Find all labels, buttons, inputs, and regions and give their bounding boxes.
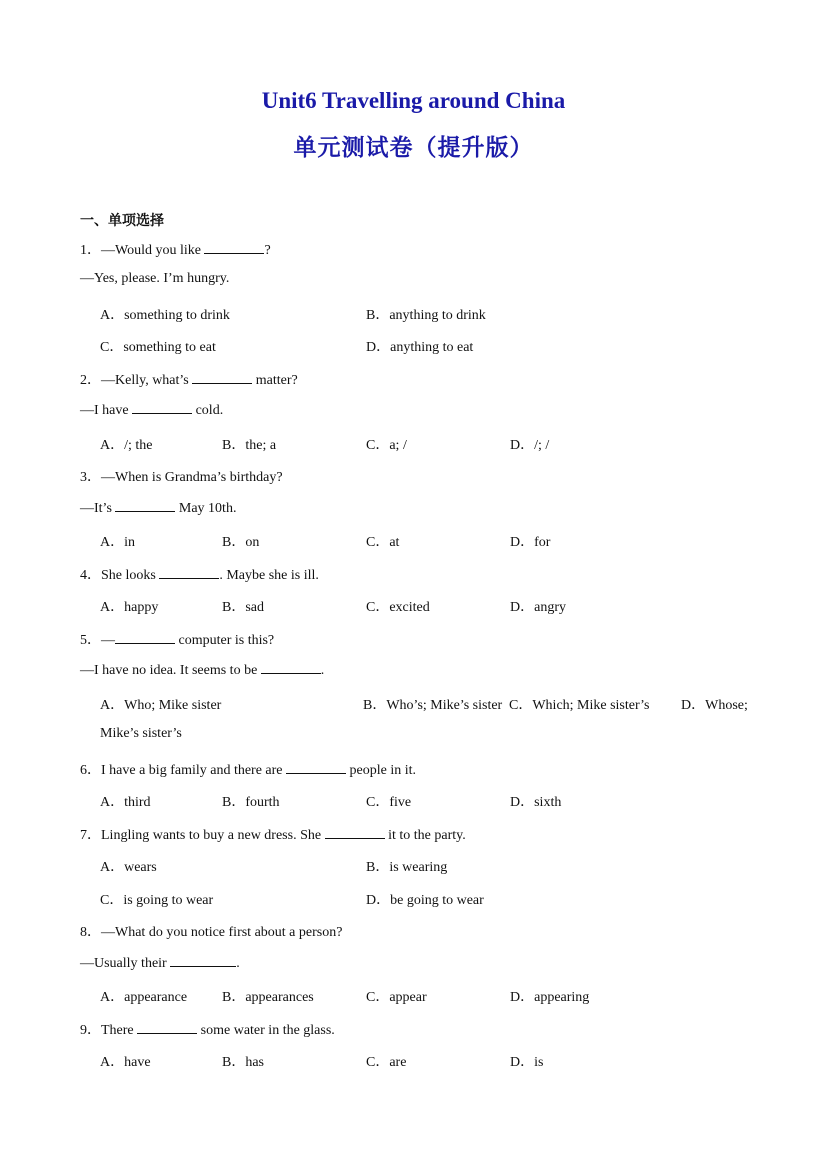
question-5-option-c[interactable]: C．Which; Mike sister’s: [509, 698, 650, 713]
question-7-option-b[interactable]: B．is wearing: [366, 860, 448, 875]
answer-blank: [137, 1021, 197, 1034]
document-title: Unit6 Travelling around China: [261, 88, 566, 113]
question-9-option-a[interactable]: A．have: [100, 1055, 151, 1070]
question-9-option-c[interactable]: C．are: [366, 1055, 407, 1070]
question-8-option-d[interactable]: D．appearing: [510, 990, 590, 1005]
question-1-option-d[interactable]: D．anything to eat: [366, 340, 474, 355]
question-8-option-b[interactable]: B．appearances: [222, 990, 314, 1005]
answer-blank: [325, 826, 385, 839]
question-5-stem: 5．— computer is this?: [80, 633, 275, 648]
answer-blank: [115, 631, 175, 644]
question-3-stem: 3．—When is Grandma’s birthday?: [80, 470, 283, 485]
question-9-option-d[interactable]: D．is: [510, 1055, 544, 1070]
question-1-option-b[interactable]: B．anything to drink: [366, 308, 486, 323]
question-5-option-b[interactable]: B．Who’s; Mike’s sister: [363, 698, 503, 713]
question-8-stem: 8．—What do you notice first about a person?: [80, 925, 343, 940]
question-4-option-d[interactable]: D．angry: [510, 600, 566, 615]
answer-blank: [286, 761, 346, 774]
section-heading: 一、单项选择: [80, 214, 164, 229]
question-9-option-b[interactable]: B．has: [222, 1055, 264, 1070]
question-1-option-c[interactable]: C．something to eat: [100, 340, 216, 355]
question-2-stem: 2．—Kelly, what’s matter?: [80, 373, 298, 388]
answer-blank: [115, 499, 175, 512]
question-3-option-a[interactable]: A．in: [100, 535, 135, 550]
question-1-option-a[interactable]: A．something to drink: [100, 308, 230, 323]
question-8-option-c[interactable]: C．appear: [366, 990, 427, 1005]
question-5-option-d[interactable]: D．Whose;: [681, 698, 748, 713]
question-4-stem: 4．She looks . Maybe she is ill.: [80, 568, 319, 583]
question-8-option-a[interactable]: A．appearance: [100, 990, 188, 1005]
question-7-option-d[interactable]: D．be going to wear: [366, 893, 484, 908]
question-7-stem: 7．Lingling wants to buy a new dress. She it to the party.: [80, 828, 466, 843]
question-8-reply: —Usually their .: [80, 956, 240, 971]
answer-blank: [159, 566, 219, 579]
question-1-reply: —Yes, please. I’m hungry.: [80, 271, 230, 286]
question-6-option-d[interactable]: D．sixth: [510, 795, 562, 810]
question-3-option-c[interactable]: C．at: [366, 535, 400, 550]
question-4-option-a[interactable]: A．happy: [100, 600, 159, 615]
answer-blank: [192, 371, 252, 384]
question-6-stem: 6．I have a big family and there are people in it.: [80, 763, 417, 778]
answer-blank: [261, 661, 321, 674]
question-5-option-a[interactable]: A．Who; Mike sister: [100, 698, 222, 713]
question-2-option-b[interactable]: B．the; a: [222, 438, 277, 453]
answer-blank: [170, 954, 236, 967]
question-4-option-c[interactable]: C．excited: [366, 600, 430, 615]
question-2-option-d[interactable]: D．/; /: [510, 438, 550, 453]
question-4-option-b[interactable]: B．sad: [222, 600, 264, 615]
question-3-reply: —It’s May 10th.: [80, 501, 237, 516]
question-7-option-c[interactable]: C．is going to wear: [100, 893, 214, 908]
question-5-reply: —I have no idea. It seems to be .: [80, 663, 325, 678]
question-9-stem: 9．There some water in the glass.: [80, 1023, 335, 1038]
answer-blank: [204, 241, 264, 254]
document-subtitle: 单元测试卷（提升版）: [293, 135, 534, 160]
question-5-option-d-continued: Mike’s sister’s: [100, 726, 182, 741]
question-6-option-c[interactable]: C．five: [366, 795, 412, 810]
question-2-option-a[interactable]: A．/; the: [100, 438, 153, 453]
question-6-option-b[interactable]: B．fourth: [222, 795, 280, 810]
answer-blank: [132, 401, 192, 414]
question-6-option-a[interactable]: A．third: [100, 795, 151, 810]
question-2-reply: —I have cold.: [80, 403, 224, 418]
question-3-option-b[interactable]: B．on: [222, 535, 260, 550]
question-3-option-d[interactable]: D．for: [510, 535, 551, 550]
question-7-option-a[interactable]: A．wears: [100, 860, 157, 875]
question-2-option-c[interactable]: C．a; /: [366, 438, 407, 453]
question-1-stem: 1．—Would you like ?: [80, 243, 271, 258]
